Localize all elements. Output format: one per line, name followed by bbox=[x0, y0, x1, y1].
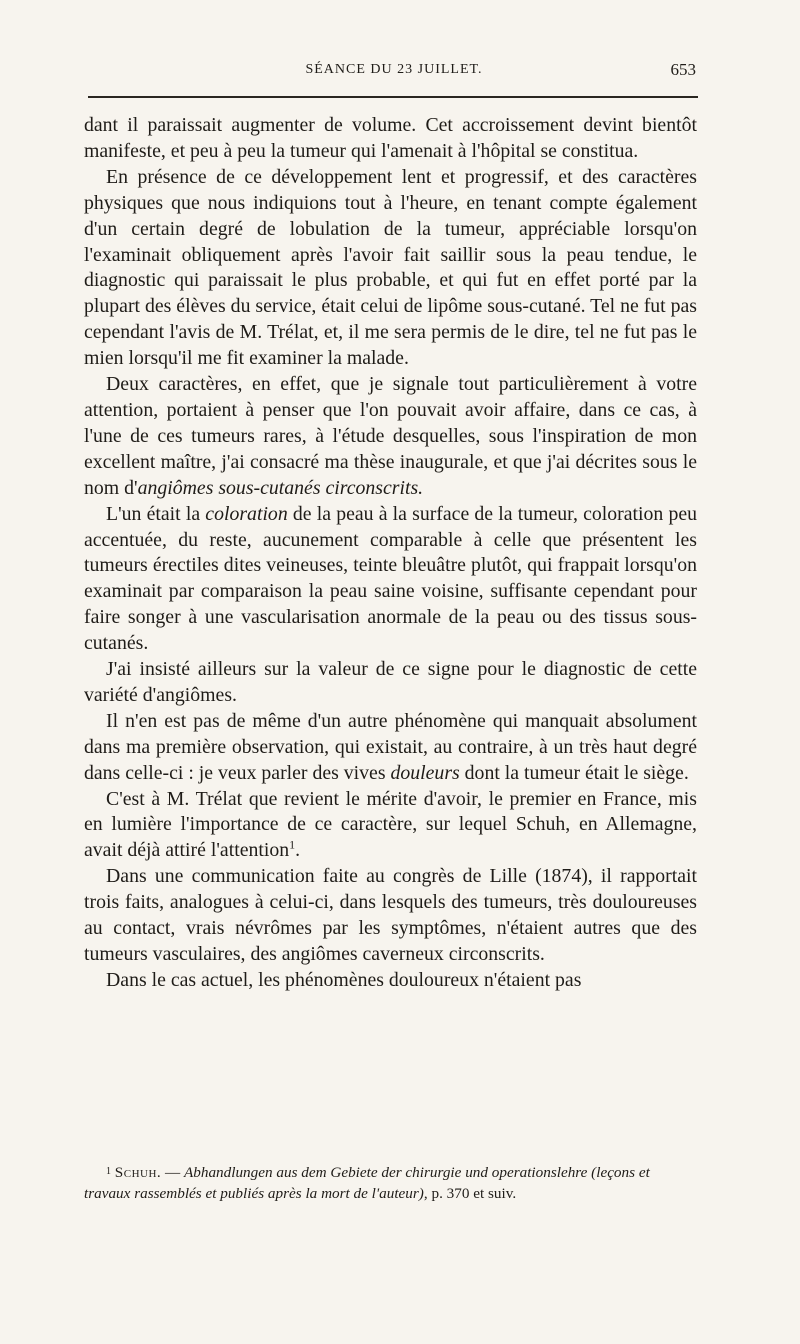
paragraph-text: L'un était la bbox=[106, 502, 206, 525]
paragraph-text: C'est à M. Trélat que revient le mérite d'avoir, le premier en France, mis en lumière l'importance de ce caractère, sur lequel Schuh, en Allemagne, avait déjà attiré l'attention bbox=[84, 787, 697, 862]
paragraph: Dans une communication faite au congrès de Lille (1874), il rapportait trois faits, analogues à celui-ci, dans lesquels des tumeurs, très douloureuses au contact, vrais névrômes par les symptômes, n'étaient autres que des tumeurs vasculaires, des angiômes caverneux circonscrits. bbox=[84, 865, 697, 965]
page-header bbox=[90, 58, 698, 88]
italic-term: coloration bbox=[205, 502, 288, 525]
footnote-reference[interactable]: 1 bbox=[289, 837, 296, 852]
page-number: 653 bbox=[670, 60, 696, 79]
paragraph-text: Il n'en est pas de même d'un autre phénomène qui manquait absolument dans ma première observation, qui existait, au contraire, à un très haut degré dans celle-ci : je veux parler des vives bbox=[84, 709, 697, 784]
paragraph: J'ai insisté ailleurs sur la valeur de ce signe pour le diagnostic de cette variété d'angiômes. bbox=[84, 658, 697, 706]
italic-term: angiômes sous-cutanés circonscrits. bbox=[137, 476, 424, 499]
body-text bbox=[84, 113, 697, 994]
paragraph bbox=[84, 787, 697, 865]
paragraph bbox=[84, 372, 697, 502]
footnote-reference-text: , p. 370 et suiv. bbox=[423, 1184, 517, 1202]
running-head: SÉANCE DU 23 JUILLET. bbox=[305, 62, 483, 77]
header-rule bbox=[88, 96, 698, 98]
paragraph bbox=[84, 709, 697, 787]
footnote-marker: 1 bbox=[106, 1166, 111, 1177]
paragraph-text: Deux caractères, en effet, que je signale tout particulièrement à votre attention, portaient à penser que l'on pouvait avoir affaire, dans ce cas, à l'une de ces tumeurs rares, à l'étude desquelles, sous l'inspiration de mon excellent maître, j'ai consacré ma thèse inaugurale, et que j'ai décrites sous le nom d' bbox=[84, 373, 697, 499]
footnote-dash: — bbox=[161, 1164, 184, 1181]
footnote-author: Schuh. bbox=[114, 1164, 162, 1181]
paragraph bbox=[84, 502, 697, 657]
paragraph-text: . bbox=[295, 839, 301, 862]
paragraph: dant il paraissait augmenter de volume. Cet accroissement devint bientôt manifeste, et peu à peu la tumeur qui l'amenait à l'hôpital se constitua. bbox=[84, 114, 697, 162]
italic-term: douleurs bbox=[390, 761, 460, 784]
paragraph-text: de la peau à la surface de la tumeur, coloration peu accentuée, du reste, aucunement comparable à celle que présentent les tumeurs érectiles dites veineuses, teinte bleuâtre plutôt, qui frappait lorsqu'on examinait par comparaison la peau saine voisine, suffisante cependant pour faire songer à une vascularisation anormale de la peau ou des tissus sous-cutanés. bbox=[84, 502, 698, 655]
paragraph-text: dont la tumeur était le siège. bbox=[459, 761, 689, 784]
paragraph: Dans le cas actuel, les phénomènes douloureux n'étaient pas bbox=[106, 968, 582, 991]
paragraph: En présence de ce développement lent et progressif, et des caractères physiques que nous indiquions tout à l'heure, en tenant compte également d'un certain degré de lobulation de la tumeur, appréciable lorsqu'on l'examinait obliquement après l'avoir fait saillir sous la peau tendue, le diagnostic qui paraissait le plus probable, et qui fut en effet porté par la plupart des élèves du service, était celui de lipôme sous-cutané. Tel ne fut pas cependant l'avis de M. Trélat, et, il me sera permis de le dire, tel ne fut pas le mien lorsqu'il me fit examiner la malade. bbox=[84, 165, 697, 370]
footnote-title: Abhandlungen aus dem Gebiete der chirurgie und operationslehre (leçons et travaux rassemblés et publiés après la mort de l'auteur) bbox=[84, 1164, 650, 1202]
footnote bbox=[84, 1162, 697, 1204]
